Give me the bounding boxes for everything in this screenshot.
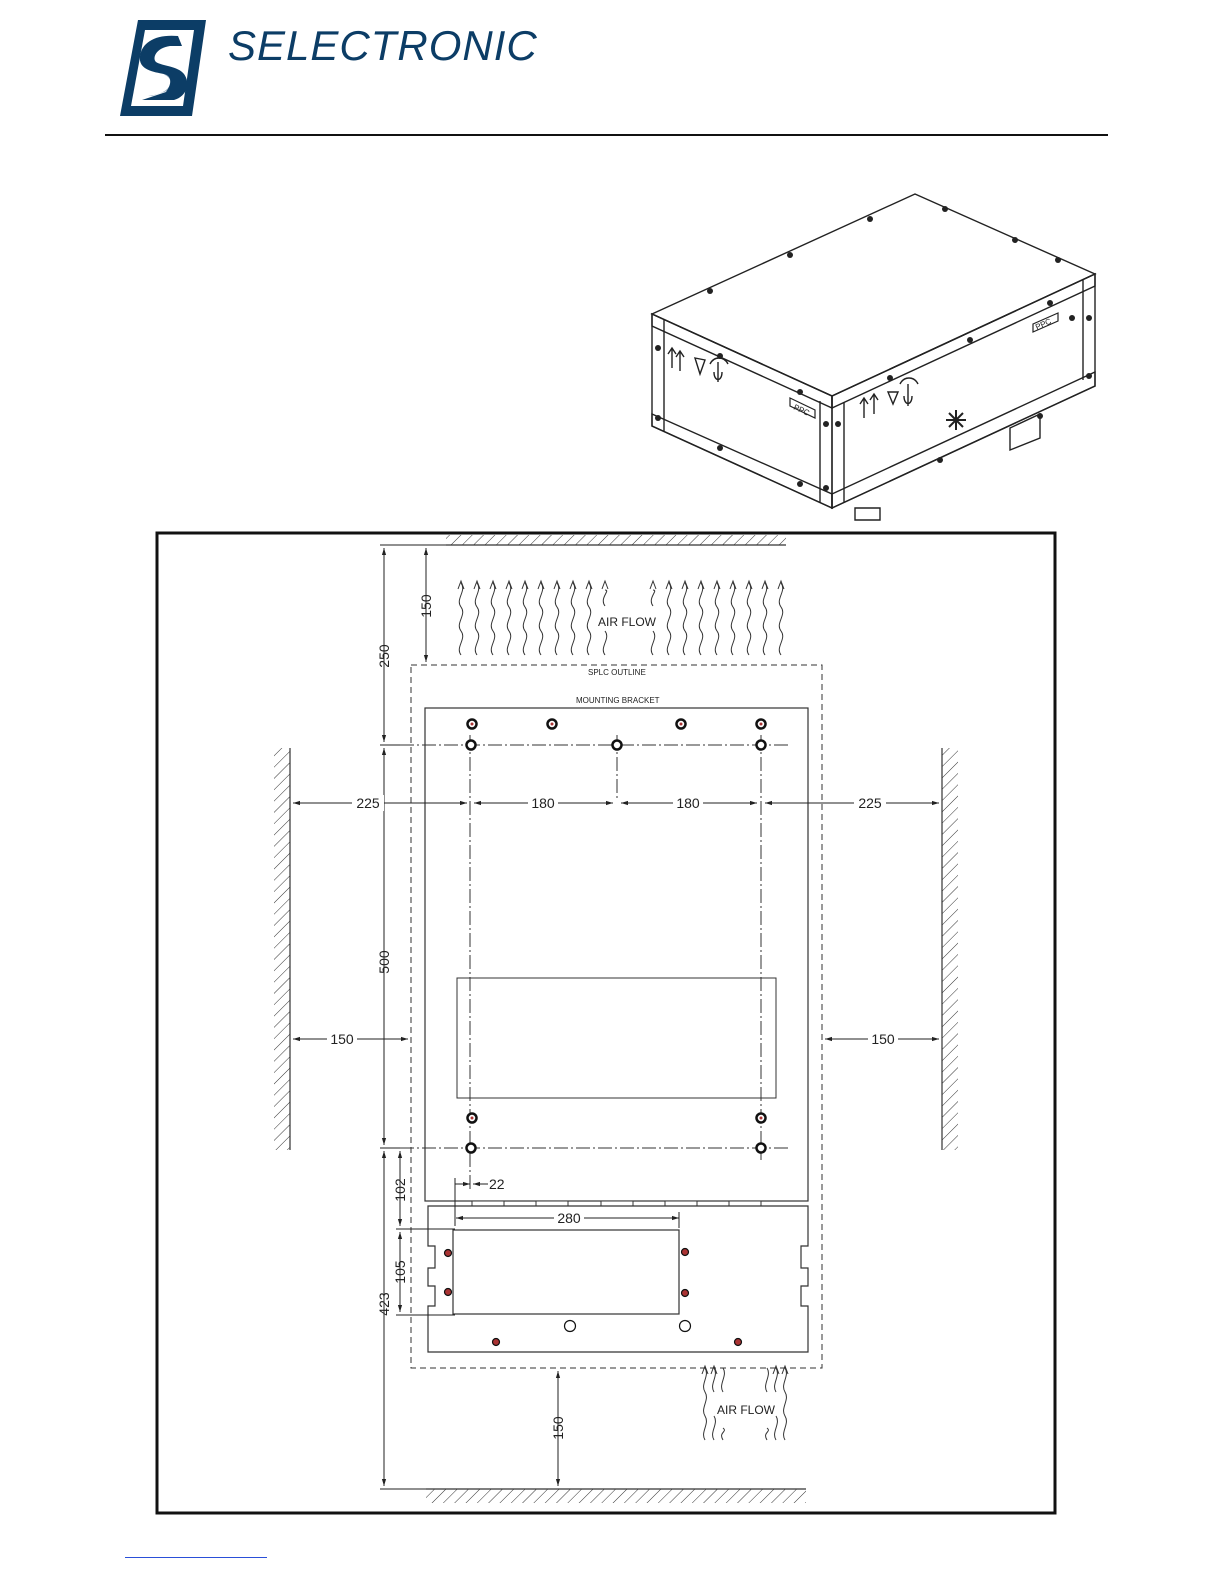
dimension-lines: [293, 545, 939, 1489]
splc-outline-label: SPLC OUTLINE: [588, 668, 646, 677]
brand-name: SELECTRONIC: [228, 22, 538, 69]
mounting-bracket-label: MOUNTING BRACKET: [576, 696, 660, 705]
drawing-frame: [157, 533, 1055, 1513]
air-flow-label-top: AIR FLOW: [598, 615, 657, 629]
dim-lower-102: 102: [392, 1178, 408, 1202]
dim-lower-width: 280: [557, 1210, 581, 1226]
dim-right-side-clearance: 150: [871, 1031, 895, 1047]
lower-plate: [428, 1206, 808, 1352]
dim-top-clearance: 150: [418, 594, 434, 618]
dim-hole-height: 500: [376, 950, 392, 974]
dim-left-side-clearance: 150: [330, 1031, 354, 1047]
crate-label-front: PPC: [792, 402, 811, 418]
display-window: [457, 978, 776, 1098]
crate-label-side: PPC: [1034, 316, 1053, 332]
lower-plate-holes: [445, 1249, 742, 1346]
dim-hole-spacing-left: 180: [531, 795, 555, 811]
air-flow-label-bottom: AIR FLOW: [717, 1403, 776, 1417]
mounting-holes: [467, 720, 766, 1153]
hatched-walls: [274, 535, 958, 1503]
dim-top-to-holes: 250: [376, 644, 392, 668]
terminal-cover: [453, 1230, 679, 1314]
footer-link-underline: [125, 1557, 267, 1558]
dim-lower-total: 423: [376, 1292, 392, 1316]
dim-lower-105: 105: [392, 1260, 408, 1284]
dim-bottom-clearance: 150: [550, 1416, 566, 1440]
dim-right-clearance-to-holes: 225: [858, 795, 882, 811]
dim-left-clearance-to-holes: 225: [356, 795, 380, 811]
dim-hole-offset: 22: [489, 1176, 505, 1192]
vent-slots: [472, 1201, 761, 1206]
dim-hole-spacing-right: 180: [676, 795, 700, 811]
